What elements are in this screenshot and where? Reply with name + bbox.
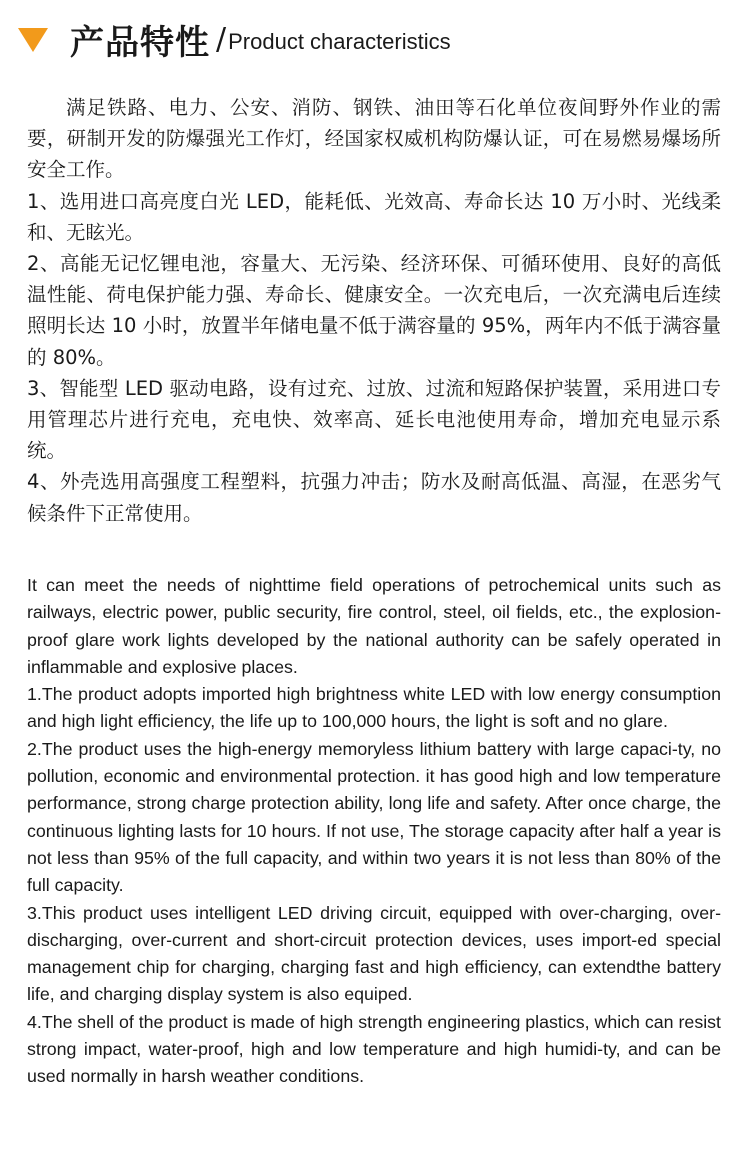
- english-item-3: 3.This product uses intelligent LED driving circuit, equipped with over-charging, over-discharging, over-current and short-circuit protection devices, uses import-ed special management chip for charging, charging fast and high efficiency, can extendthe battery life, and charging display system is also equiped.: [27, 902, 721, 1005]
- title-chinese: 产品特性: [70, 22, 210, 63]
- chinese-item-1: 1、选用进口高亮度白光 LED，能耗低、光效高、寿命长达 10 万小时、光线柔和、无眩光。: [27, 189, 721, 244]
- english-item-1: 1.The product adopts imported high brightness white LED with low energy consumption and high light efficiency, the life up to 100,000 hours, the light is soft and no glare.: [27, 684, 721, 732]
- title-separator: /: [216, 21, 227, 57]
- chinese-item-2: 2、高能无记忆锂电池，容量大、无污染、经济环保、可循环使用、良好的高低温性能、荷电保护能力强、寿命长、健康安全。一次充电后，一次充满电后连续照明长达 10 小时，放置半年储电量不低于满容量的 95%，两年内不低于满容量的 80%。: [27, 252, 721, 369]
- section-header: [18, 10, 451, 68]
- triangle-down-icon: [18, 28, 48, 52]
- chinese-description: [27, 92, 721, 529]
- english-description: [27, 572, 721, 1091]
- english-item-4: 4.The shell of the product is made of high strength engineering plastics, which can resist strong impact, water-proof, high and low temperature and high humidi-ty, and can be used normally in harsh weather conditions.: [27, 1011, 721, 1087]
- chinese-item-3: 3、智能型 LED 驱动电路，设有过充、过放、过流和短路保护装置，采用进口专用管理芯片进行充电，充电快、效率高、延长电池使用寿命，增加充电显示系统。: [27, 376, 721, 463]
- english-intro: It can meet the needs of nighttime field operations of petrochemical units such as railways, electric power, public security, fire control, steel, oil fields, etc., the explosion-proof glare work lights developed by the national authority can be safely operated in inflammable and explosive places.: [27, 575, 721, 677]
- chinese-item-4: 4、外壳选用高强度工程塑料，抗强力冲击；防水及耐高低温、高湿，在恶劣气候条件下正常使用。: [27, 470, 721, 525]
- chinese-intro: 满足铁路、电力、公安、消防、钢铁、油田等石化单位夜间野外作业的需要，研制开发的防爆强光工作灯，经国家权威机构防爆认证，可在易燃易爆场所安全工作。: [27, 96, 721, 182]
- title-english: Product characteristics: [228, 29, 451, 54]
- english-item-2: 2.The product uses the high-energy memoryless lithium battery with large capaci-ty, no pollution, economic and environmental protection. it has good high and low temperature performance, strong charge protection ability, long life and safety. After once charge, the continuous lighting lasts for 10 hours. If not use, The storage capacity after half a year is not less than 95% of the full capacity, and within two years it is not less than 80% of the full capacity.: [27, 738, 721, 896]
